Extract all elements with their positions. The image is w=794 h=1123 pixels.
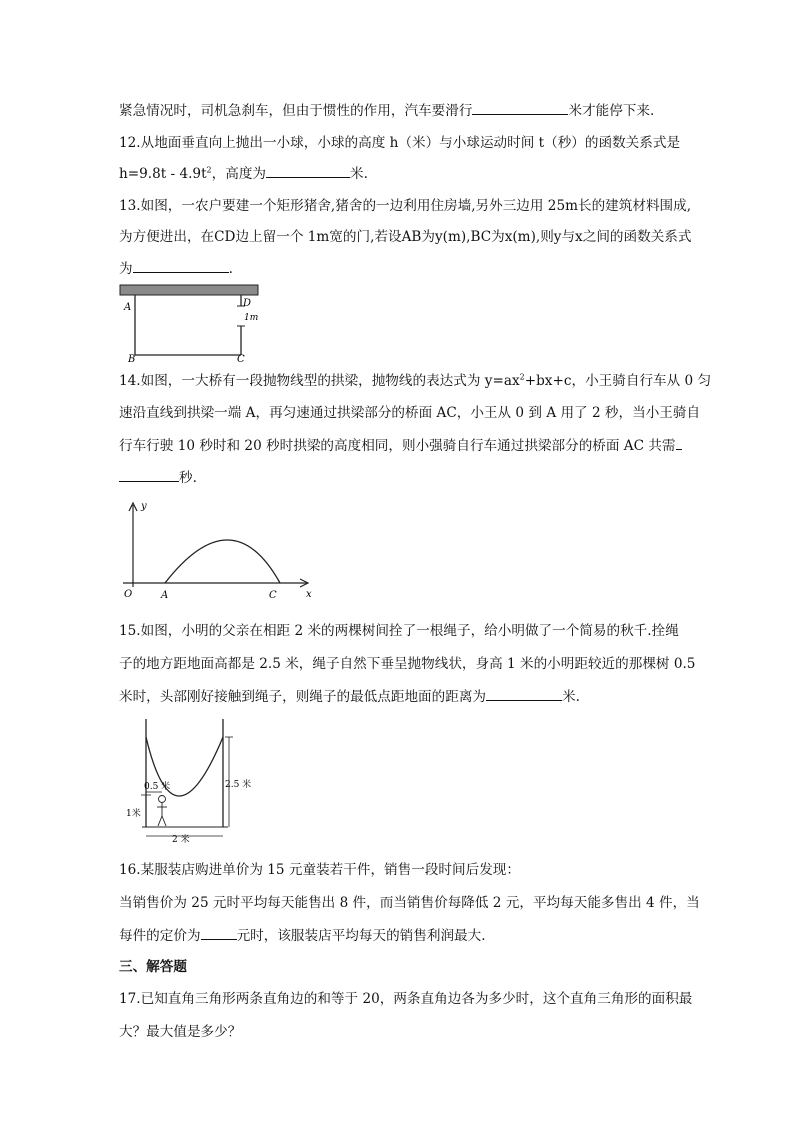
- q13-text3: 为: [119, 261, 133, 277]
- q13-text3-end: .: [228, 261, 233, 277]
- q14-exponent: 2: [519, 372, 525, 382]
- q14-text3: 行车行驶 10 秒时和 20 秒时拱梁的高度相同，则小强骑自行车通过拱梁部分的桥面 AC 共需: [119, 438, 676, 454]
- bridge-arch-figure: [115, 497, 320, 607]
- xiaoming-head: [159, 796, 166, 803]
- q17-text1: 17.已知直角三角形两条直角边的和等于 20，两条直角边各为多少时，这个直角三角形的面积最: [119, 991, 693, 1007]
- xiaoming-legs: [158, 816, 166, 826]
- q15-answer-blank[interactable]: [486, 686, 562, 701]
- q14-text1b: +bx+c，小王骑自行车从 0 匀: [524, 373, 712, 389]
- q12-answer-blank[interactable]: [266, 163, 350, 178]
- q16-text2: 当销售价为 25 元时平均每天能售出 8 件，而当销售价每降低 2 元，平均每天能多售出 4 件，当: [119, 895, 700, 911]
- label-b: B: [128, 354, 136, 364]
- q16-line1: [119, 860, 520, 880]
- label-a: A: [161, 590, 169, 601]
- q15-line2: [119, 654, 695, 674]
- q14-line3: [119, 435, 682, 456]
- label-width: 2 米: [172, 835, 190, 845]
- q14-line2: [119, 403, 700, 423]
- q12-line2: [119, 163, 368, 184]
- q16-line3: [119, 925, 486, 946]
- label-door: 1m: [244, 313, 259, 323]
- q15-text3-end: 米.: [562, 689, 580, 705]
- q14-line1: [119, 371, 711, 391]
- q12-text: 12.从地面垂直向上抛出一小球，小球的高度 h（米）与小球运动时间 t（秒）的函数关系式是: [119, 135, 681, 151]
- q12-text-end: 米.: [350, 166, 368, 182]
- q14-blank-tail: [676, 435, 682, 450]
- q17-line1: [119, 989, 692, 1009]
- q12-line1: [119, 133, 680, 153]
- q17-line2: [119, 1022, 241, 1042]
- label-d: D: [243, 298, 252, 309]
- label-y: y: [141, 501, 147, 512]
- q13-text2: 为方便进出，在CD边上留一个 1m宽的门,若设AB为y(m),BC为x(m),则y与x之间的函数关系式: [119, 229, 692, 245]
- q15-text3: 米时，头部刚好接触到绳子，则绳子的最低点距地面的距离为: [119, 689, 487, 705]
- label-one-meter: 1米: [126, 809, 141, 819]
- arch-parabola: [165, 540, 280, 583]
- q15-line1: [119, 621, 679, 641]
- q15-line3: [119, 686, 580, 707]
- q13-answer-blank[interactable]: [133, 258, 229, 273]
- label-a: A: [124, 302, 132, 313]
- q16-text1: 16.某服装店购进单价为 15 元童装若干件，销售一段时间后发现：: [119, 862, 520, 878]
- q16-line2: [119, 893, 700, 913]
- q14-text1a: 14.如图，一大桥有一段抛物线型的拱梁，抛物线的表达式为 y=ax: [119, 373, 520, 389]
- swing-figure: [122, 715, 262, 845]
- q13-text1: 13.如图，一农户要建一个矩形猪舍,猪舍的一边利用住房墙,另外三边用 25m长的建筑材料围成,: [119, 198, 692, 214]
- q13-line2: [119, 227, 691, 247]
- q16-text3-end: 元时，该服装店平均每天的销售利润最大.: [236, 928, 486, 944]
- q16-answer-blank[interactable]: [201, 925, 237, 940]
- q11-text: 紧急情况时，司机急刹车，但由于惯性的作用，汽车要滑行: [119, 103, 473, 119]
- q13-line1: [119, 196, 691, 216]
- q14-text2: 速沿直线到拱梁一端 A，再匀速通过拱梁部分的桥面 AC，小王从 0 到 A 用了 2 秒，当小王骑自: [119, 405, 701, 421]
- q11-text-end: 米才能停下来.: [568, 103, 655, 119]
- q12-text-mid: ，高度为: [211, 166, 267, 182]
- q14-line4: [119, 467, 197, 488]
- q15-text2: 子的地方距地面高都是 2.5 米，绳子自然下垂呈抛物线状，身高 1 米的小明距较近的那棵树 0.5: [119, 656, 696, 672]
- label-half-meter: 0.5 米: [144, 782, 171, 792]
- q12-formula: h=9.8t - 4.9t: [119, 166, 207, 182]
- section-title-text: 三、解答题: [119, 959, 187, 975]
- q16-text3: 每件的定价为: [119, 928, 201, 944]
- q17-text2: 大？最大值是多少？: [119, 1024, 242, 1040]
- pigsty-figure: [118, 282, 263, 364]
- q14-answer-blank[interactable]: [119, 467, 179, 482]
- q11-answer-blank[interactable]: [472, 100, 568, 115]
- section-title: [119, 957, 187, 977]
- label-c: C: [269, 590, 277, 601]
- q13-line3: [119, 258, 233, 279]
- label-o: O: [124, 589, 133, 600]
- label-height: 2.5 米: [225, 780, 252, 790]
- label-c: C: [237, 354, 245, 364]
- house-wall: [120, 285, 258, 295]
- q11-line: [119, 100, 654, 121]
- q12-formula-exponent: 2: [206, 165, 212, 175]
- q15-text1: 15.如图，小明的父亲在相距 2 米的两棵树间拴了一根绳子，给小明做了一个简易的秋千.拴绳: [119, 623, 679, 639]
- q14-text4-end: 秒.: [179, 470, 197, 486]
- label-x: x: [306, 589, 312, 600]
